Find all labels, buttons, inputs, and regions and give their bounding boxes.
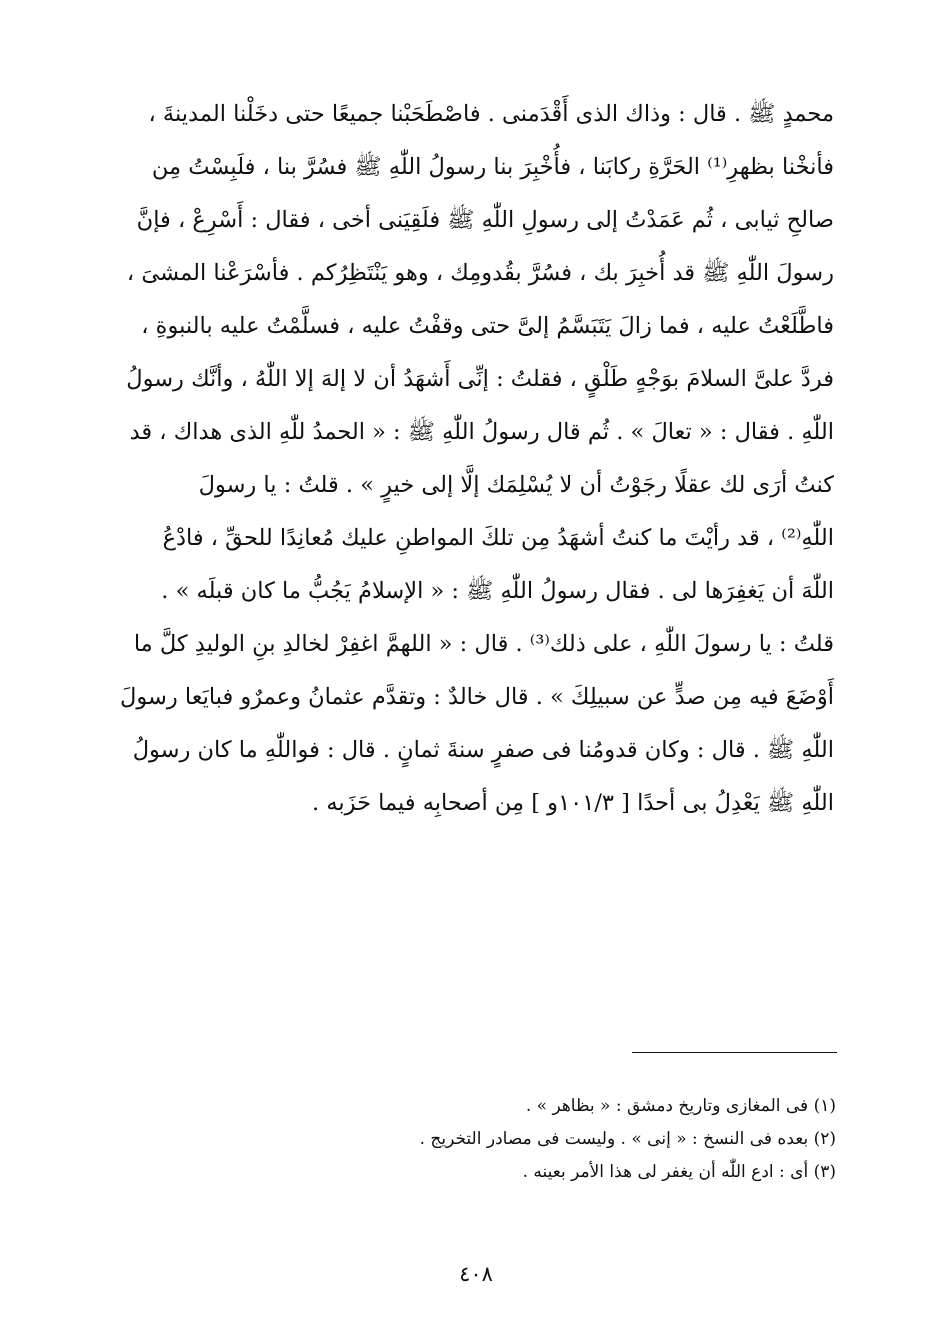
main-text-block: [118, 88, 834, 830]
text-line-11: قلتُ : يا رسولَ اللّٰهِ ، على ذلك⁽³⁾ . قال : « اللهمَّ اغفِرْ لخالدِ بنِ الوليدِ كلَّ ما: [133, 631, 834, 657]
text-line-7: اللّٰهِ . فقال : « تعالَ » . ثُم قال رسولُ اللّٰهِ ﷺ : « الحمدُ للّٰهِ الذى هداك ، قد: [129, 419, 834, 445]
text-line-8: كنتُ أرَى لك عقلًا رجَوْتُ أن لا يُسْلِمَك إلَّا إلى خيرٍ » . قلتُ : يا رسولَ: [198, 472, 834, 498]
text-line-1: محمدٍ ﷺ . قال : وذاك الذى أَقْدَمنى . فاصْطَحَبْنا جميعًا حتى دخَلْنا المدينةَ ،: [148, 101, 834, 127]
text-line-3: صالحِ ثيابى ، ثُم عَمَدْتُ إلى رسولِ اللّٰهِ ﷺ فلَقِيَنى أخى ، فقال : أَسْرِعْ ، فإنَّ: [136, 207, 834, 233]
text-line-10: اللّٰهَ أن يَغفِرَها لى . فقال رسولُ اللّٰهِ ﷺ : « الإسلامُ يَجُبُّ ما كان قبلَه » .: [161, 578, 834, 604]
text-line-12: أَوْضَعَ فيه مِن صدٍّ عن سبيلِكَ » . قال خالدٌ : وتقدَّم عثمانُ وعمرٌو فبايَعا رسولَ: [120, 684, 834, 710]
footnote-1: (١) فى المغازى وتاريخ دمشق : « بظاهر » .: [525, 1096, 836, 1116]
footnote-3: (٣) أى : ادع اللّٰه أن يغفر لى هذا الأمر بعينه .: [522, 1162, 836, 1182]
text-line-6: فردَّ علىَّ السلامَ بوَجْهٍ طَلْقٍ ، فقلتُ : إنِّى أَشهَدُ أن لا إلهَ إلا اللّٰهُ ، وأنَّك رسولُ: [126, 366, 834, 392]
text-line-5: فاطَّلَعْتُ عليه ، فما زالَ يَتَبَسَّمُ إلىَّ حتى وقفْتُ عليه ، فسلَّمْتُ عليه بالنبوةِ ،: [141, 313, 834, 339]
text-line-9: اللّٰهِ⁽²⁾ ، قد رأيْتَ ما كنتُ أشهَدُ مِن تلكَ المواطنِ عليك مُعانِدًا للحقِّ ، فادْعُ: [162, 525, 834, 551]
footnote-2: (٢) بعده فى النسخ : « إنى » . وليست فى مصادر التخريج .: [419, 1129, 836, 1149]
footnotes-block: [300, 1090, 836, 1189]
page-number: ٤٠٨: [459, 1262, 493, 1286]
text-line-2: فأنخْنا بظهرِ⁽¹⁾ الحَرَّةِ ركابَنا ، فأُخْبِرَ بنا رسولُ اللّٰهِ ﷺ فسُرَّ بنا ، فلَبِسْتُ مِن: [151, 154, 834, 180]
footnote-separator: [632, 1052, 837, 1053]
text-line-4: رسولَ اللّٰهِ ﷺ قد أُخبِرَ بك ، فسُرَّ بقُدومِك ، وهو يَنْتَظِرُكم . فأسْرَعْنا المشىَ ،: [126, 260, 834, 286]
text-line-13: اللّٰهِ ﷺ . قال : وكان قدومُنا فى صفرٍ سنةَ ثمانٍ . قال : فواللّٰهِ ما كان رسولُ: [132, 737, 834, 763]
text-line-14: اللّٰهِ ﷺ يَعْدِلُ بى أحدًا [ ١٠١/٣و ] مِن أصحابِه فيما حَزَبه .: [312, 790, 834, 816]
